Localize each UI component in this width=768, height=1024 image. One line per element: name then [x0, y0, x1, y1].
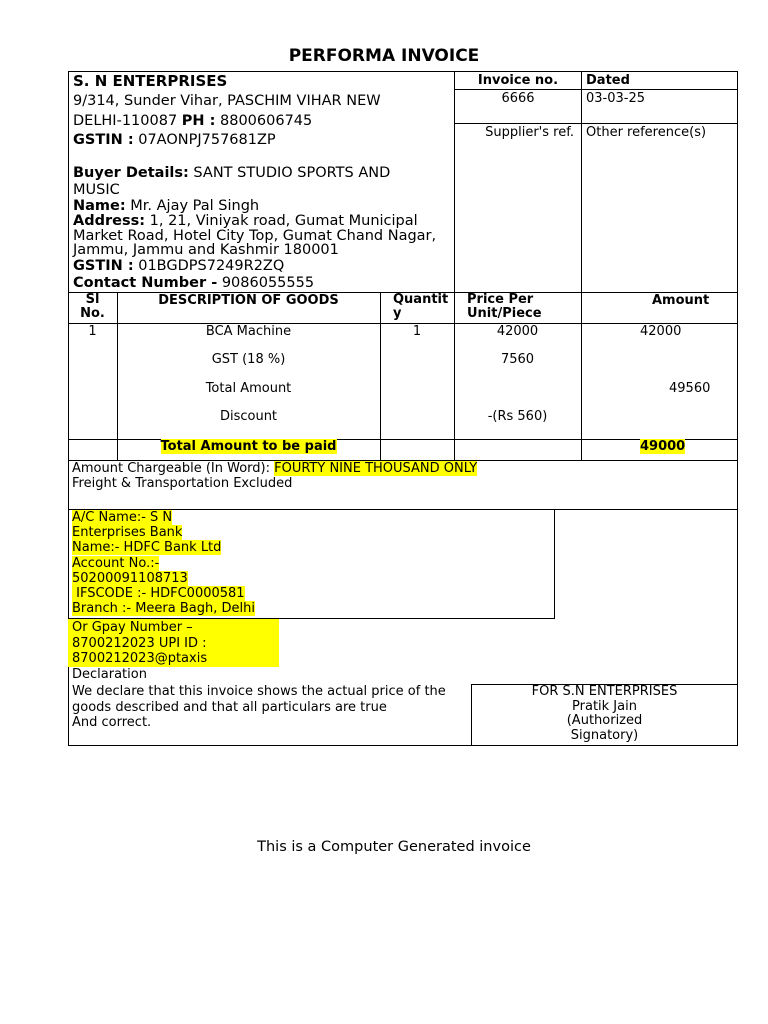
discount-value: -(Rs 560)	[487, 409, 548, 424]
bank-line-text: Account No.:-	[72, 555, 160, 571]
declaration-text	[72, 684, 446, 731]
seller-address-line2	[73, 114, 312, 129]
col-header-qty	[393, 293, 448, 321]
signatory-title: (Authorized	[566, 713, 643, 728]
amount-words	[72, 461, 477, 477]
bank-line	[72, 601, 255, 616]
col-header-sl-line1: Sl	[85, 292, 100, 307]
col-header-qty-line1: Quantit	[393, 292, 449, 307]
declaration-line: We declare that this invoice shows the actual price of the	[72, 684, 446, 699]
row-price: 42000	[496, 324, 539, 339]
payable-value: 49000	[640, 439, 686, 454]
buyer-address-line3: Jammu, Jammu and Kashmir 180001	[73, 242, 339, 258]
buyer-details-label: Buyer Details:	[73, 165, 189, 181]
amount-words-value: FOURTY NINE THOUSAND ONLY	[274, 461, 478, 476]
buyer-contact	[73, 276, 314, 291]
gpay-line: 8700212023@ptaxis	[72, 651, 208, 666]
bank-line-text: Name:- HDFC Bank Ltd	[72, 540, 222, 556]
divider	[554, 509, 555, 618]
buyer-details-value: SANT STUDIO SPORTS AND	[188, 165, 391, 181]
col-header-sl	[68, 293, 117, 321]
signatory-company: FOR S.N ENTERPRISES	[531, 684, 678, 699]
buyer-address-label: Address:	[73, 213, 146, 229]
bank-line	[72, 556, 255, 571]
col-header-qty-line2: y	[393, 306, 402, 321]
payable-label-cell	[117, 439, 380, 455]
freight-note: Freight & Transportation Excluded	[72, 476, 293, 491]
gpay-details	[72, 620, 207, 667]
buyer-details	[73, 166, 390, 181]
buyer-gstin-label: GSTIN :	[73, 258, 134, 274]
signatory-title-cont: Signatory)	[570, 727, 639, 743]
seller-gstin-value: 07AONPJ757681ZP	[133, 132, 276, 148]
signatory-name: Pratik Jain	[572, 698, 637, 714]
divider	[581, 71, 582, 460]
col-header-desc: DESCRIPTION OF GOODS	[158, 293, 339, 308]
buyer-gstin	[73, 259, 284, 274]
col-header-sl-line2: No.	[80, 306, 105, 321]
buyer-address-value: 1, 21, Viniyak road, Gumat Municipal	[145, 213, 418, 229]
total-value: 49560	[669, 381, 711, 396]
bank-line	[72, 571, 255, 586]
bank-line-text: IFSCODE :- HDFC0000581	[72, 586, 245, 602]
bank-line	[72, 510, 255, 525]
gpay-line: 8700212023 UPI ID :	[72, 635, 207, 651]
col-header-amount: Amount	[652, 293, 710, 308]
dated: 03-03-25	[586, 91, 646, 106]
other-ref-label: Other reference(s)	[586, 125, 707, 140]
buyer-contact-label: Contact Number -	[73, 275, 218, 291]
gpay-line: Or Gpay Number –	[72, 620, 193, 635]
seller-address-prefix: DELHI-110087	[73, 113, 182, 129]
invoice-no-label: Invoice no.	[477, 73, 559, 88]
total-label: Total Amount	[205, 381, 292, 396]
invoice-no: 6666	[501, 91, 535, 106]
bank-line	[72, 586, 255, 601]
bank-line-text: A/C Name:- S N	[72, 510, 173, 525]
buyer-name	[73, 199, 259, 214]
seller-name: S. N ENTERPRISES	[73, 72, 228, 90]
page-title: PERFORMA INVOICE	[288, 46, 480, 66]
buyer-address	[73, 214, 418, 229]
row-qty: 1	[412, 324, 422, 339]
col-header-price-line1: Price Per	[467, 292, 534, 307]
seller-gstin-label: GSTIN :	[73, 132, 134, 148]
payable-value-cell	[640, 439, 685, 455]
bank-line	[72, 540, 255, 555]
bank-line-text: Enterprises Bank	[72, 525, 183, 541]
border-right	[737, 71, 738, 746]
bank-details	[72, 510, 255, 616]
seller-ph-label: PH :	[181, 113, 216, 129]
seller-gstin	[73, 133, 276, 148]
seller-address: 9/314, Sunder Vihar, PASCHIM VIHAR NEW	[73, 93, 381, 109]
buyer-contact-value: 9086055555	[217, 275, 315, 291]
border-bottom	[68, 745, 738, 746]
divider	[454, 123, 738, 124]
gst-label: GST (18 %)	[211, 352, 286, 367]
payable-label: Total Amount to be paid	[160, 439, 337, 454]
footer-note: This is a Computer Generated invoice	[257, 839, 531, 855]
divider	[454, 89, 738, 90]
bank-line	[72, 525, 255, 540]
dated-label: Dated	[586, 73, 630, 88]
col-header-price	[467, 293, 542, 321]
seller-ph: 8800606745	[215, 113, 313, 129]
suppliers-ref-label: Supplier's ref.	[485, 125, 574, 140]
divider	[380, 292, 381, 460]
bank-line-text: 50200091108713	[72, 570, 188, 586]
amount-words-label: Amount Chargeable (In Word):	[72, 461, 270, 476]
declaration-label: Declaration	[72, 667, 147, 682]
row-desc: BCA Machine	[205, 324, 292, 339]
buyer-details-cont: MUSIC	[73, 182, 120, 198]
buyer-address-line2: Market Road, Hotel City Top, Gumat Chand Nagar,	[73, 228, 437, 244]
buyer-name-label: Name:	[73, 198, 126, 214]
buyer-name-value: Mr. Ajay Pal Singh	[125, 198, 260, 214]
row-sl: 1	[88, 324, 97, 339]
declaration-line: And correct.	[72, 715, 152, 730]
divider	[117, 292, 118, 460]
signatory-block	[471, 685, 738, 743]
row-amount: 42000	[640, 324, 682, 339]
buyer-gstin-value: 01BGDPS7249R2ZQ	[133, 258, 285, 274]
discount-label: Discount	[219, 409, 278, 424]
bank-line-text: Branch :- Meera Bagh, Delhi	[72, 601, 255, 617]
col-header-price-line2: Unit/Piece	[467, 306, 542, 321]
declaration-line: goods described and that all particulars are true	[72, 699, 387, 715]
gst-value: 7560	[500, 352, 535, 367]
